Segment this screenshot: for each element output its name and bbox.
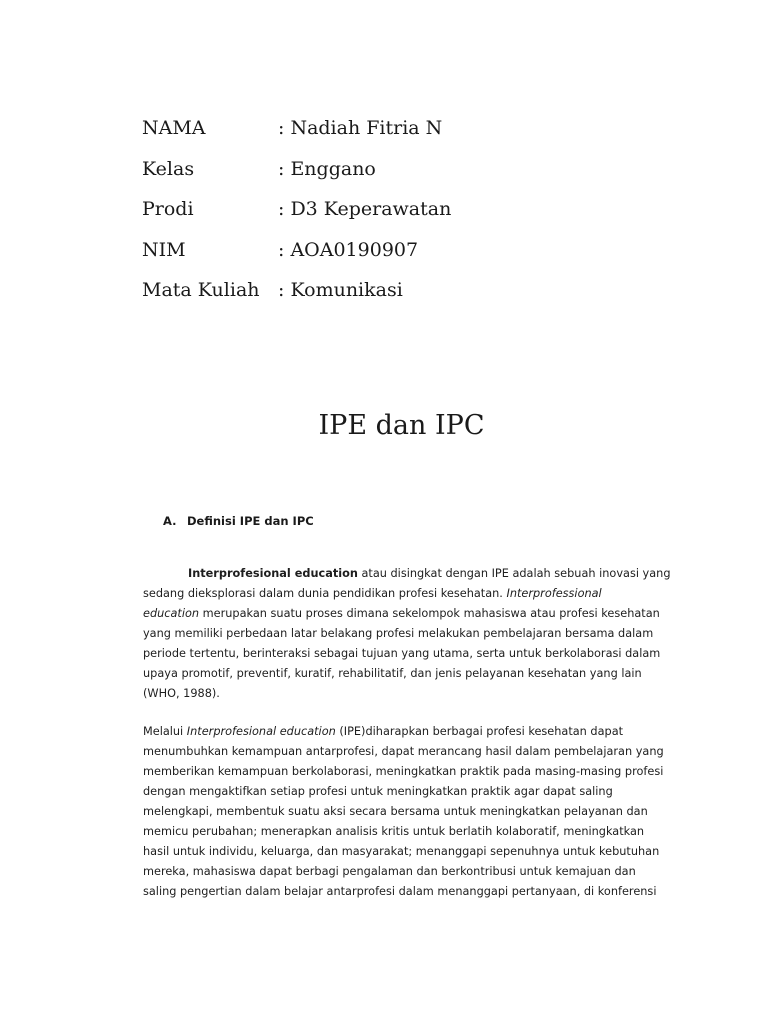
paragraph-line: periode tertentu, berinteraksi sebagai tujuan yang utama, serta untuk berkolaborasi dalam: [143, 647, 661, 660]
paragraph-line: [143, 722, 663, 742]
bold-term: Interprofesional education: [188, 567, 358, 580]
italic-term: education: [143, 607, 200, 620]
paragraph-line: upaya promotif, preventif, kuratif, rehabilitatif, dan jenis pelayanan kesehatan yang lain: [143, 667, 642, 680]
section-marker: A.: [163, 514, 177, 528]
identity-value: : Nadiah Fitria N: [278, 117, 443, 139]
identity-value: : D3 Keperawatan: [278, 198, 452, 220]
identity-label: NAMA: [142, 117, 206, 139]
line-text: atau disingkat dengan IPE adalah sebuah inovasi yang: [357, 567, 671, 580]
paragraph-line: melengkapi, membentuk suatu aksi secara bersama untuk meningkatkan pelayanan dan: [143, 805, 648, 818]
identity-row-nama: [142, 108, 451, 149]
identity-value: : AOA0190907: [278, 238, 419, 261]
section-heading: [163, 514, 314, 528]
paragraph-line: yang memiliki perbedaan latar belakang profesi melakukan pembelajaran bersama dalam: [143, 627, 654, 640]
paragraph-definition: [143, 564, 671, 704]
identity-row-kelas: [142, 149, 451, 190]
italic-term: Interprofesional education: [186, 725, 336, 738]
identity-row-prodi: [142, 189, 451, 230]
paragraph-line: dengan mengaktifkan setiap profesi untuk meningkatkan praktik agar dapat saling: [143, 785, 613, 798]
paragraph-line: mereka, mahasiswa dapat berbagi pengalaman dan berkontribusi untuk kemajuan dan: [143, 865, 636, 878]
identity-label: Prodi: [142, 198, 194, 220]
line-text: (IPE)diharapkan berbagai profesi kesehatan dapat: [335, 725, 624, 738]
paragraph-ipe-benefits: [143, 722, 663, 902]
identity-value: : Enggano: [278, 157, 376, 180]
identity-value: : Komunikasi: [278, 279, 403, 301]
paragraph-line: hasil untuk individu, keluarga, dan masyarakat; menanggapi sepenuhnya untuk kebutuhan: [143, 845, 660, 858]
paragraph-line: [143, 584, 663, 604]
paragraph-line: [143, 564, 671, 584]
identity-label: NIM: [142, 238, 186, 261]
identity-row-mata-kuliah: [142, 270, 451, 311]
paragraph-line: memberikan kemampuan berkolaborasi, meningkatkan praktik pada masing-masing profesi: [143, 765, 664, 778]
paragraph-line: (WHO, 1988).: [143, 687, 220, 700]
line-text: merupakan suatu proses dimana sekelompok mahasiswa atau profesi kesehatan: [199, 607, 660, 620]
identity-label: Mata Kuliah: [142, 279, 260, 301]
paragraph-line: menumbuhkan kemampuan antarprofesi, dapat merancang hasil dalam pembelajaran yang: [143, 745, 664, 758]
identity-label: Kelas: [142, 157, 195, 180]
paragraph-line: [143, 604, 663, 624]
italic-term: Interprofessional: [506, 587, 602, 600]
document-title: IPE dan IPC: [318, 410, 485, 441]
line-text: Melalui: [143, 725, 187, 738]
student-identity-block: [142, 108, 451, 311]
line-text: sedang dieksplorasi dalam dunia pendidikan profesi kesehatan.: [143, 587, 507, 600]
paragraph-line: saling pengertian dalam belajar antarprofesi dalam menanggapi pertanyaan, di konferensi: [143, 885, 657, 898]
identity-row-nim: [142, 230, 451, 271]
paragraph-line: memicu perubahan; menerapkan analisis kritis untuk berlatih kolaboratif, meningkatkan: [143, 825, 645, 838]
section-heading-text: Definisi IPE dan IPC: [187, 514, 314, 528]
